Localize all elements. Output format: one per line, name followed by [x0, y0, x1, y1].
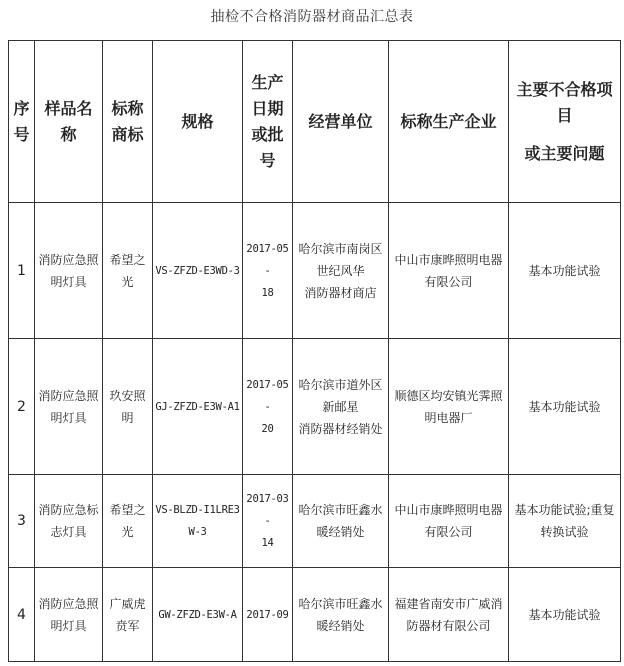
cell-brand: 广威虎贲军 — [103, 568, 153, 662]
cell-issue: 基本功能试验 — [509, 568, 621, 662]
cell-name: 消防应急标志灯具 — [35, 475, 103, 568]
cell-seller: 哈尔滨市旺鑫水暖经销处 — [293, 475, 389, 568]
cell-seller: 哈尔滨市南岗区 世纪风华 消防器材商店 — [293, 203, 389, 339]
cell-brand: 希望之光 — [103, 203, 153, 339]
header-maker: 标称生产企业 — [389, 41, 509, 203]
cell-seq: 1 — [9, 203, 35, 339]
cell-issue: 基本功能试验 — [509, 203, 621, 339]
cell-seq: 4 — [9, 568, 35, 662]
header-row — [9, 41, 621, 203]
cell-spec: GW-ZFZD-E3W-A — [153, 568, 243, 662]
cell-maker: 福建省南安市广威消防器材有限公司 — [389, 568, 509, 662]
cell-spec: VS-BLZD-I1LRE3W-3 — [153, 475, 243, 568]
cell-seq: 2 — [9, 339, 35, 475]
header-date: 生产 日期 或批 号 — [243, 41, 293, 203]
table-row — [9, 475, 621, 568]
cell-seller: 哈尔滨市旺鑫水暖经销处 — [293, 568, 389, 662]
cell-seller: 哈尔滨市道外区 新邮星 消防器材经销处 — [293, 339, 389, 475]
cell-issue: 基本功能试验;重复转换试验 — [509, 475, 621, 568]
cell-name: 消防应急照明灯具 — [35, 568, 103, 662]
cell-maker: 中山市康晔照明电器有限公司 — [389, 475, 509, 568]
cell-issue: 基本功能试验 — [509, 339, 621, 475]
header-seq: 序 号 — [9, 41, 35, 203]
table-row — [9, 568, 621, 662]
header-name: 样品名称 — [35, 41, 103, 203]
cell-brand: 希望之光 — [103, 475, 153, 568]
cell-spec: GJ-ZFZD-E3W-A1 — [153, 339, 243, 475]
cell-seq: 3 — [9, 475, 35, 568]
table-row — [9, 339, 621, 475]
cell-brand: 玖安照明 — [103, 339, 153, 475]
cell-date: 2017-09 — [243, 568, 293, 662]
cell-name: 消防应急照明灯具 — [35, 339, 103, 475]
cell-date: 2017-05- 20 — [243, 339, 293, 475]
cell-maker: 顺德区均安镇光霁照明电器厂 — [389, 339, 509, 475]
cell-spec: VS-ZFZD-E3WD-3 — [153, 203, 243, 339]
table-row — [9, 203, 621, 339]
cell-maker: 中山市康晔照明电器有限公司 — [389, 203, 509, 339]
results-table — [8, 40, 621, 662]
cell-date: 2017-03- 14 — [243, 475, 293, 568]
cell-name: 消防应急照明灯具 — [35, 203, 103, 339]
page-title: 抽检不合格消防器材商品汇总表 — [210, 9, 414, 25]
cell-date: 2017-05- 18 — [243, 203, 293, 339]
header-spec: 规格 — [153, 41, 243, 203]
header-brand: 标称 商标 — [103, 41, 153, 203]
header-issue: 主要不合格项 目 或主要问题 — [509, 41, 621, 203]
header-seller: 经营单位 — [293, 41, 389, 203]
